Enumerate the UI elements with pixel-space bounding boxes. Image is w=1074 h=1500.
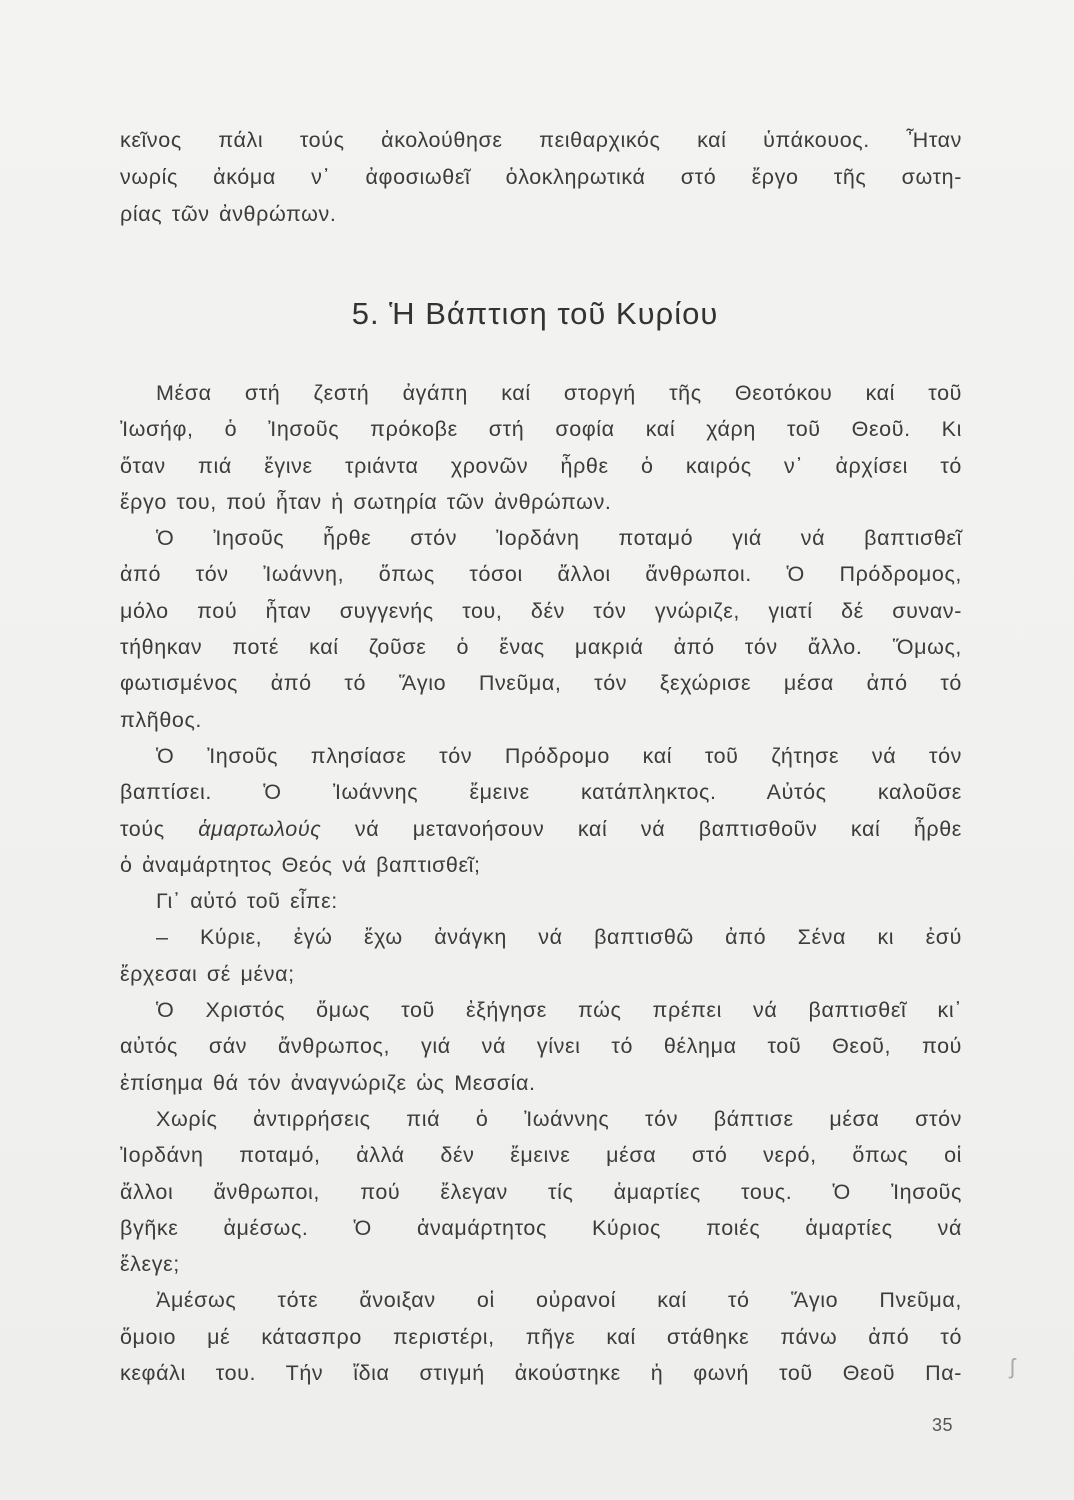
body-text: [120, 375, 962, 1391]
text-line: ρίας τῶν ἀνθρώπων.: [120, 202, 337, 226]
text-line: ἐπίσημα θά τόν ἀναγνώριζε ὡς Μεσσία.: [120, 1070, 536, 1095]
text-line: φωτισμένος ἀπό τό Ἅγιο Πνεῦμα, τόν ξεχώρισε μέσα ἀπό τό: [120, 671, 962, 696]
text-line: ἀπό τόν Ἰωάννη, ὅπως τόσοι ἄλλοι ἄνθρωποι. Ὁ Πρόδρομος,: [120, 562, 962, 587]
text-line: μόλο πού ἦταν συγγενής του, δέν τόν γνώριζε, γιατί δέ συναν-: [120, 598, 962, 623]
text-line: Ὁ Ἰησοῦς ἦρθε στόν Ἰορδάνη ποταμό γιά νά βαπτισθεῖ: [156, 526, 962, 551]
text-line: τήθηκαν ποτέ καί ζοῦσε ὁ ἕνας μακριά ἀπό τόν ἄλλο. Ὅμως,: [120, 635, 962, 660]
text-line: [120, 811, 962, 847]
text-line: βγῆκε ἀμέσως. Ὁ ἀναμάρτητος Κύριος ποιές ἁμαρτίες νά: [120, 1215, 962, 1240]
text-line: ἔρχεσαι σέ μένα;: [120, 961, 295, 986]
text-line: ἄλλοι ἄνθρωποι, πού ἔλεγαν τίς ἁμαρτίες τους. Ὁ Ἰησοῦς: [120, 1179, 962, 1204]
text-line: ἔλεγε;: [120, 1252, 180, 1277]
text-line: αὐτός σάν ἄνθρωπος, γιά νά γίνει τό θέλημα τοῦ Θεοῦ, πού: [120, 1034, 962, 1059]
text-line: νωρίς ἀκόμα ν᾽ ἀφοσιωθεῖ ὁλοκληρωτικά στό ἔργο τῆς σωτη-: [120, 165, 962, 189]
text-line: ὅταν πιά ἔγινε τριάντα χρονῶν ἦρθε ὁ καιρός ν᾽ ἀρχίσει τό: [120, 453, 962, 478]
text-segment: νά μετανοήσουν καί νά βαπτισθοῦν καί ἦρθε: [321, 816, 962, 841]
margin-mark: ʃ: [1010, 1354, 1015, 1379]
text-line: κεφάλι του. Τήν ἴδια στιγμή ἀκούστηκε ἡ φωνή τοῦ Θεοῦ Πα-: [120, 1361, 962, 1386]
text-line: Ἰορδάνη ποταμό, ἀλλά δέν ἔμεινε μέσα στό νερό, ὅπως οἱ: [120, 1143, 962, 1168]
intro-paragraph: [120, 122, 962, 233]
emphasized-word: ἁμαρτωλούς: [198, 816, 322, 841]
text-line: Ἀμέσως τότε ἄνοιξαν οἱ οὐρανοί καί τό Ἅγιο Πνεῦμα,: [156, 1288, 962, 1313]
text-line: Μέσα στή ζεστή ἀγάπη καί στοργή τῆς Θεοτόκου καί τοῦ: [156, 381, 962, 405]
text-line: ἔργο του, πού ἦταν ἡ σωτηρία τῶν ἀνθρώπων.: [120, 489, 612, 514]
text-line: – Κύριε, ἐγώ ἔχω ἀνάγκη νά βαπτισθῶ ἀπό Σένα κι ἐσύ: [156, 925, 962, 950]
text-line: Χωρίς ἀντιρρήσεις πιά ὁ Ἰωάννης τόν βάπτισε μέσα στόν: [156, 1106, 962, 1131]
text-line: Ἰωσήφ, ὁ Ἰησοῦς πρόκοβε στή σοφία καί χάρη τοῦ Θεοῦ. Κι: [120, 417, 962, 442]
text-line: Ὁ Χριστός ὅμως τοῦ ἐξήγησε πώς πρέπει νά βαπτισθεῖ κι᾽: [156, 998, 962, 1023]
text-line: κεῖνος πάλι τούς ἀκολούθησε πειθαρχικός καί ὑπάκουος. Ἦταν: [120, 128, 962, 152]
text-line: πλῆθος.: [120, 707, 202, 732]
text-line: ὅμοιο μέ κάτασπρο περιστέρι, πῆγε καί στάθηκε πάνω ἀπό τό: [120, 1324, 962, 1349]
section-heading: [0, 296, 1074, 332]
page-number: 35: [932, 1415, 954, 1435]
text-segment: τούς: [120, 816, 199, 841]
text-line: βαπτίσει. Ὁ Ἰωάννης ἔμεινε κατάπληκτος. Αὐτός καλοῦσε: [120, 780, 962, 805]
text-line: Ὁ Ἰησοῦς πλησίασε τόν Πρόδρομο καί τοῦ ζήτησε νά τόν: [156, 743, 962, 768]
text-line: Γι᾽ αὐτό τοῦ εἶπε:: [156, 889, 338, 914]
text-line: ὁ ἀναμάρτητος Θεός νά βαπτισθεῖ;: [120, 852, 481, 877]
section-heading-text: 5. Ἡ Βάπτιση τοῦ Κυρίου: [351, 296, 719, 331]
